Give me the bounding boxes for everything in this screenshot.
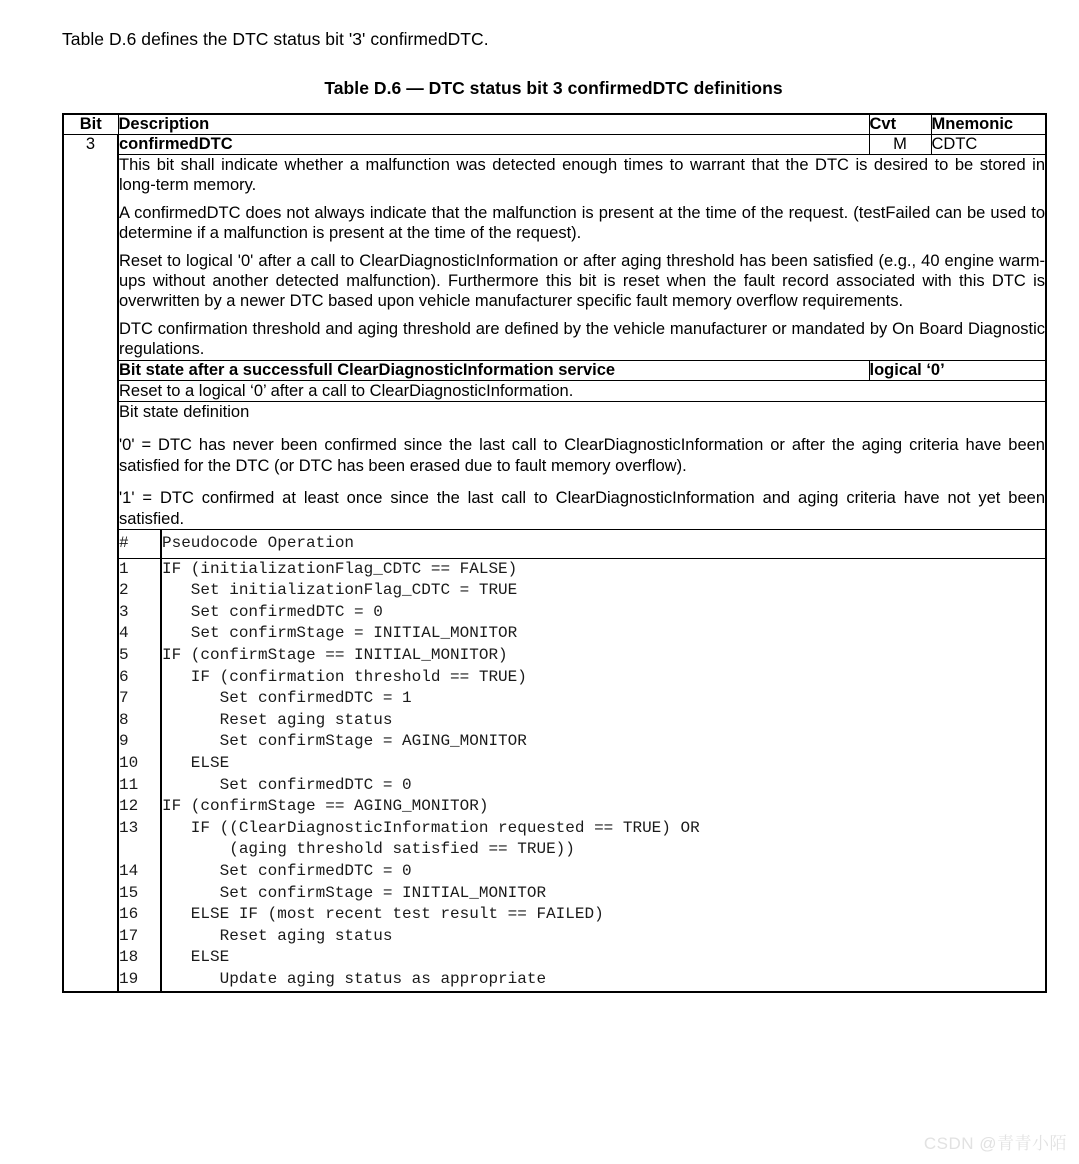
pseudocode-line-number: 18 [119,947,161,969]
definition-one: '1' = DTC confirmed at least once since the last call to ClearDiagnosticInformation and aging criteria have not yet been satisfied. [119,489,1045,528]
pseudocode-header-num: # [119,530,161,558]
table-caption: Table D.6 — DTC status bit 3 confirmedDTC definitions [324,78,783,98]
pseudocode-line-number: 15 [119,883,161,905]
cell-mnemonic: CDTC [931,135,1046,155]
cell-bit-state-after-clear-label: Bit state after a successfull ClearDiagnosticInformation service [118,360,869,380]
pseudocode-line-number: 10 [119,753,161,775]
pseudocode-line-text: ELSE [162,948,230,967]
cell-bit-number: 3 [63,135,118,992]
table-row [63,360,1046,380]
pseudocode-line-number: 7 [119,688,161,710]
table-row [63,402,1046,530]
pseudocode-row [119,731,1045,753]
pseudocode-body [119,530,1045,990]
table-row [63,530,1046,992]
pseudocode-row [119,710,1045,732]
pseudocode-row [119,645,1045,667]
description-paragraph: DTC confirmation threshold and aging threshold are defined by the vehicle manufacturer or mandated by On Board Diagnostic regulations. [119,319,1045,359]
pseudocode-line-number: 12 [119,796,161,818]
pseudocode-line-number: 6 [119,667,161,689]
definition-zero: '0' = DTC has never been confirmed since the last call to ClearDiagnosticInformation or after the aging criteria have been satisfied for the DTC (or DTC has been erased due to fault memory overflow). [119,436,1045,475]
header-cvt: Cvt [869,114,931,135]
pseudocode-row [119,580,1045,602]
pseudocode-line-text: Set confirmedDTC = 0 [162,775,412,794]
pseudocode-header-text: Pseudocode Operation [161,530,1045,558]
pseudocode-line-number: 5 [119,645,161,667]
pseudocode-line-text: IF (confirmStage == AGING_MONITOR) [162,797,489,816]
pseudocode-row [119,883,1045,905]
pseudocode-row [119,602,1045,624]
pseudocode-line-number: 3 [119,602,161,624]
pseudocode-row [119,775,1045,797]
pseudocode-line-text: Set confirmedDTC = 1 [162,689,412,708]
cell-bit-state-definition [118,402,1046,530]
pseudocode-line-number: 16 [119,904,161,926]
pseudocode-row [119,623,1045,645]
pseudocode-line-number: 13 [119,818,161,840]
pseudocode-line-text: Reset aging status [162,926,393,945]
pseudocode-line-number: 11 [119,775,161,797]
pseudocode-line-number [119,839,161,861]
table-row [63,155,1046,361]
pseudocode-line-text: ELSE [162,754,230,773]
pseudocode-row [119,904,1045,926]
pseudocode-line-number: 2 [119,580,161,602]
cell-bit-name: confirmedDTC [118,135,869,155]
pseudocode-row [119,796,1045,818]
pseudocode-line-number: 4 [119,623,161,645]
pseudocode-line-text: Set confirmStage = AGING_MONITOR [162,732,527,751]
pseudocode-row [119,558,1045,580]
pseudocode-line-text: Set confirmStage = INITIAL_MONITOR [162,883,547,902]
pseudocode-line-text: Set confirmStage = INITIAL_MONITOR [162,624,518,643]
description-paragraph: A confirmedDTC does not always indicate that the malfunction is present at the time of the request. (testFailed can be used to determine if a malfunction is present at the time of the request). [119,203,1045,243]
pseudocode-row [119,926,1045,948]
intro-sentence: Table D.6 defines the DTC status bit '3' confirmedDTC. [62,29,489,49]
description-paragraph: This bit shall indicate whether a malfunction was detected enough times to warrant that the DTC is desired to be stored in long-term memory. [119,156,1045,195]
pseudocode-row [119,667,1045,689]
pseudocode-row [119,818,1045,840]
cell-bit-state-after-clear-value: logical ‘0’ [869,360,1046,380]
pseudocode-line-text: IF (initializationFlag_CDTC == FALSE) [162,559,518,578]
cell-cvt: M [869,135,931,155]
pseudocode-line-text: Update aging status as appropriate [162,969,547,988]
pseudocode-line-text: Set confirmedDTC = 0 [162,602,383,621]
cell-pseudocode [118,530,1046,992]
pseudocode-row [119,839,1045,861]
pseudocode-line-text: IF (confirmStage == INITIAL_MONITOR) [162,646,508,665]
table-row [63,380,1046,401]
pseudocode-line-text: Set initializationFlag_CDTC = TRUE [162,581,518,600]
pseudocode-line-text: (aging threshold satisfied == TRUE)) [162,840,575,859]
pseudocode-table [119,530,1045,990]
cell-description-block [118,155,1046,361]
pseudocode-row [119,947,1045,969]
pseudocode-line-text: IF ((ClearDiagnosticInformation requested == TRUE) OR [162,818,700,837]
description-paragraph: Reset to logical '0' after a call to ClearDiagnosticInformation or after aging threshold has been satisfied (e.g., 40 engine warm-ups without another detected malfunction). Furthermore this bit is reset when the fault record associated with this DTC is overwritten by a newer DTC based upon vehicle manufacturer specific fault memory overflow requirements. [119,251,1045,311]
cell-reset-note: Reset to a logical ‘0’ after a call to ClearDiagnosticInformation. [118,380,1046,401]
pseudocode-line-text: Set confirmedDTC = 0 [162,862,412,880]
definition-heading: Bit state definition [119,403,250,422]
pseudocode-line-number: 17 [119,926,161,948]
pseudocode-line-number: 9 [119,731,161,753]
pseudocode-line-number: 8 [119,710,161,732]
header-bit: Bit [63,114,118,135]
table-header-row [63,114,1046,135]
header-description: Description [118,114,869,135]
pseudocode-line-number: 1 [119,558,161,580]
pseudocode-row [119,969,1045,991]
pseudocode-line-text: IF (confirmation threshold == TRUE) [162,667,527,686]
header-mnemonic: Mnemonic [931,114,1046,135]
pseudocode-line-text: ELSE IF (most recent test result == FAILED) [162,905,604,924]
pseudocode-row [119,753,1045,775]
pseudocode-row [119,688,1045,710]
pseudocode-line-number: 19 [119,969,161,991]
csdn-watermark: CSDN @青青小陌 [923,1134,1067,1153]
pseudocode-line-number: 14 [119,861,161,883]
pseudocode-line-text: Reset aging status [162,710,393,729]
table-container [62,113,1045,993]
pseudocode-row [119,861,1045,883]
pseudocode-header-row [119,530,1045,558]
table-row [63,135,1046,155]
dtc-status-table [62,113,1047,993]
